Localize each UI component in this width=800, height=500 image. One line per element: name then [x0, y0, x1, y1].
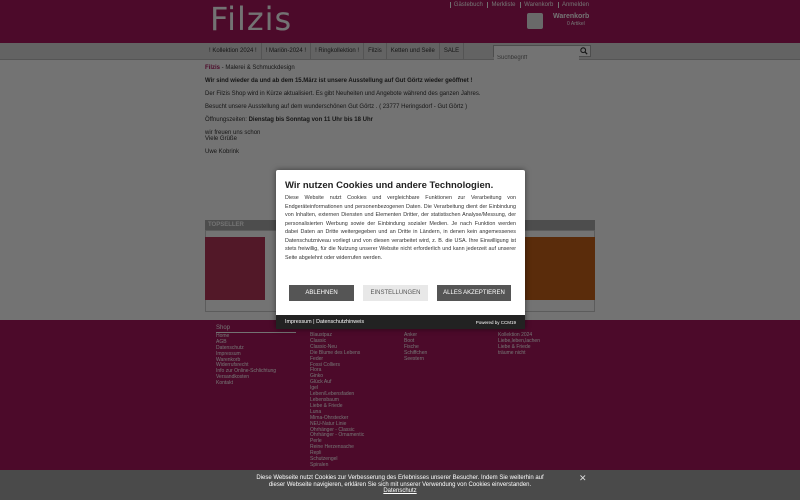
cookie-bar-line-2: dieser Webseite navigieren, erklären Sie sich mit unserer Verwendung von Cookies einverstanden.: [268, 481, 532, 488]
cookie-bar-privacy-link[interactable]: Datenschutz: [383, 488, 417, 494]
cookie-dialog-title: Wir nutzen Cookies und andere Technologien.: [285, 180, 494, 191]
cookie-dialog-footer: Impressum | Datenschutzhinweis Powered by CCM19: [276, 315, 525, 329]
cookie-dialog: [276, 170, 525, 329]
powered-by: Powered by CCM19: [475, 320, 516, 325]
reject-button[interactable]: ABLEHNEN: [289, 285, 354, 301]
settings-button[interactable]: EINSTELLUNGEN: [363, 285, 428, 301]
cookie-notice-bar: [0, 470, 800, 500]
close-icon[interactable]: ✕: [579, 473, 587, 483]
cookie-bar-line-1: Diese Webseite nutzt Cookies zur Verbesserung des Erlebnisses unserer Besucher. Indem Sie weiterhin auf: [256, 475, 544, 481]
privacy-link[interactable]: Datenschutzhinweis: [316, 319, 365, 325]
accept-all-button[interactable]: ALLES AKZEPTIEREN: [437, 285, 511, 301]
cookie-dialog-text: Diese Website nutzt Cookies und vergleichbare Funktionen zur Verarbeitung von Endgeräteinformationen und personenbezogenen Daten. Die Verarbeitung dient der Einbindung von Inhalten, externen Diensten und Elementen Dritter, der statistischen Analyse/Messung, der personalisierten Werbung sowie der Einbindung sozialer Medien. Je nach Funktion werden dabei Daten an Dritte weitergegeben und an Dritte in Ländern, in denen kein angemessenes Datenschutzniveau vorliegt und von diesen verarbeitet wird, z. B. die USA. Ihre Einwilligung ist stets freiwillig, für die Nutzung unserer Website nicht erforderlich und kann jederzeit auf unserer Seite abgelehnt oder widerrufen werden.: [285, 195, 516, 261]
impressum-link[interactable]: Impressum: [285, 319, 312, 325]
